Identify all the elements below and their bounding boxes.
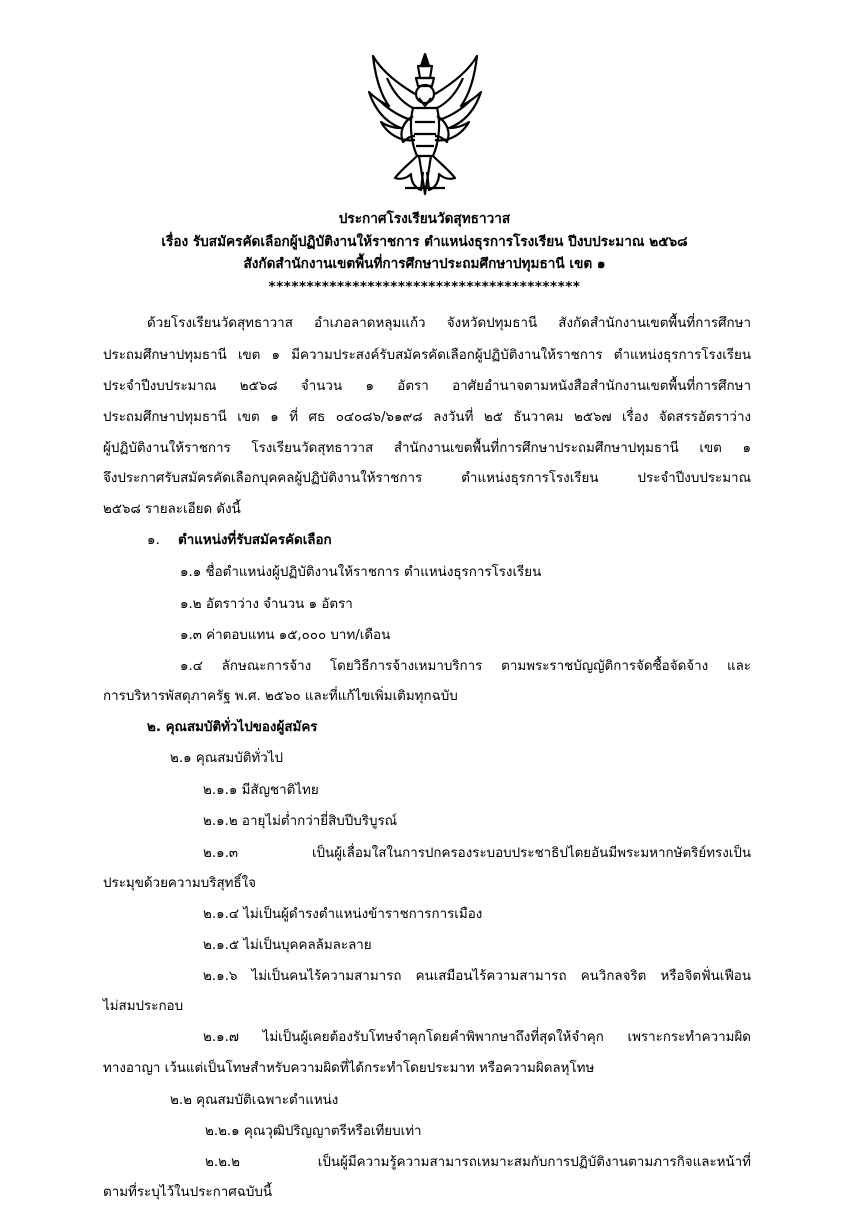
section-1-item-4-cont: การบริหารพัสดุภาครัฐ พ.ศ. ๒๕๖๐ และที่แก้ไขเพิ่มเติมทุกฉบับ xyxy=(103,689,458,704)
section-1-item-2: ๑.๒ อัตราว่าง จำนวน ๑ อัตรา xyxy=(180,597,353,612)
section-2-sub-2: ๒.๒ คุณสมบัติเฉพาะตำแหน่ง xyxy=(170,1093,339,1108)
section-2-sub-1: ๒.๑ คุณสมบัติทั่วไป xyxy=(170,751,283,766)
intro-line-1: ด้วยโรงเรียนวัดสุทธาวาส อำเภอลาดหลุมแก้ว จังหวัดปทุมธานี สังกัดสำนักงานเขตพื้นที่การศึกษา xyxy=(147,316,751,331)
qualification-1: ๒.๑.๑ มีสัญชาติไทย xyxy=(203,783,319,798)
intro-line-4: ประถมศึกษาปทุมธานี เขต ๑ ที่ ศธ ๐๔๐๘๖/๖๑๙๘ ลงวันที่ ๒๕ ธันวาคม ๒๕๖๗ เรื่อง จัดสรรอัตราว่าง xyxy=(103,410,751,425)
section-1-item-4: ๑.๔ ลักษณะการจ้าง โดยวิธีการจ้างเหมาบริการ ตามพระราชบัญญัติการจัดซื้อจัดจ้าง และ xyxy=(180,659,751,674)
qualification-4: ๒.๑.๔ ไม่เป็นผู้ดำรงตำแหน่งข้าราชการการเมือง xyxy=(203,907,483,922)
qualification-3-cont: ประมุขด้วยความบริสุทธิ์ใจ xyxy=(103,876,256,891)
specific-qualification-2-cont: ตามที่ระบุไว้ในประกาศฉบับนี้ xyxy=(103,1185,272,1200)
announcement-title: ประกาศโรงเรียนวัดสุทธาวาส xyxy=(338,211,511,227)
intro-line-6: จึงประกาศรับสมัครคัดเลือกบุคคลผู้ปฏิบัติงานให้ราชการ ตำแหน่งธุรการโรงเรียน ประจำปีงบประมาณ xyxy=(103,471,751,486)
section-1-item-3: ๑.๓ ค่าตอบแทน ๑๕,๐๐๐ บาท/เดือน xyxy=(180,628,391,643)
announcement-subject: เรื่อง รับสมัครคัดเลือกผู้ปฏิบัติงานให้ราชการ ตำแหน่งธุรการโรงเรียน ปีงบประมาณ ๒๕๖๘ xyxy=(161,233,688,250)
section-1-item-1: ๑.๑ ชื่อตำแหน่งผู้ปฏิบัติงานให้ราชการ ตำแหน่งธุรการโรงเรียน xyxy=(180,565,542,580)
qualification-5: ๒.๑.๕ ไม่เป็นบุคคลล้มละลาย xyxy=(203,938,372,953)
section-1-heading xyxy=(147,528,332,554)
qualification-6: ๒.๑.๖ ไม่เป็นคนไร้ความสามารถ คนเสมือนไร้ความสามารถ คนวิกลจริต หรือจิตฟั่นเฟือน xyxy=(203,969,751,984)
intro-line-2: ประถมศึกษาปทุมธานี เขต ๑ มีความประสงค์รับสมัครคัดเลือกผู้ปฏิบัติงานให้ราชการ ตำแหน่งธุรการโรงเรียน xyxy=(103,348,751,363)
qualification-7: ๒.๑.๗ ไม่เป็นผู้เคยต้องรับโทษจำคุกโดยคำพิพากษาถึงที่สุดให้จำคุก เพราะกระทำความผิด xyxy=(203,1030,751,1045)
qualification-7-cont: ทางอาญา เว้นแต่เป็นโทษสำหรับความผิดที่ได้กระทำโดยประมาท หรือความผิดลหุโทษ xyxy=(103,1061,595,1076)
section-1-number: ๑. xyxy=(147,533,160,548)
specific-qualification-1: ๒.๒.๑ คุณวุฒิปริญญาตรีหรือเทียบเท่า xyxy=(205,1124,422,1139)
announcement-affiliation: สังกัดสำนักงานเขตพื้นที่การศึกษาประถมศึกษาปทุมธานี เขต ๑ xyxy=(243,256,606,272)
qualification-2: ๒.๑.๒ อายุไม่ต่ำกว่ายี่สิบปีบริบูรณ์ xyxy=(203,814,398,829)
document-header xyxy=(60,208,789,298)
intro-line-7: ๒๕๖๘ รายละเอียด ดังนี้ xyxy=(103,502,241,517)
garuda-emblem xyxy=(365,52,485,197)
section-2-title: ๒. คุณสมบัติทั่วไปของผู้สมัคร xyxy=(147,720,318,735)
qualification-3: ๒.๑.๓ เป็นผู้เลื่อมใสในการปกครองระบอบประชาธิปไตยอันมีพระมหากษัตริย์ทรงเป็น xyxy=(203,846,751,861)
intro-line-5: ผู้ปฏิบัติงานให้ราชการ โรงเรียนวัดสุทธาวาส สำนักงานเขตพื้นที่การศึกษาประถมศึกษาปทุมธานี เขต ๑ xyxy=(103,441,751,456)
intro-line-3: ประจำปีงบประมาณ ๒๕๖๘ จำนวน ๑ อัตรา อาศัยอำนาจตามหนังสือสำนักงานเขตพื้นที่การศึกษา xyxy=(103,379,751,394)
separator-line: ***************************************** xyxy=(268,278,581,295)
qualification-6-cont: ไม่สมประกอบ xyxy=(103,999,184,1014)
section-1-title: ตำแหน่งที่รับสมัครคัดเลือก xyxy=(178,533,332,548)
specific-qualification-2: ๒.๒.๒ เป็นผู้มีความรู้ความสามารถเหมาะสมกับการปฏิบัติงานตามภารกิจและหน้าที่ xyxy=(205,1155,751,1170)
